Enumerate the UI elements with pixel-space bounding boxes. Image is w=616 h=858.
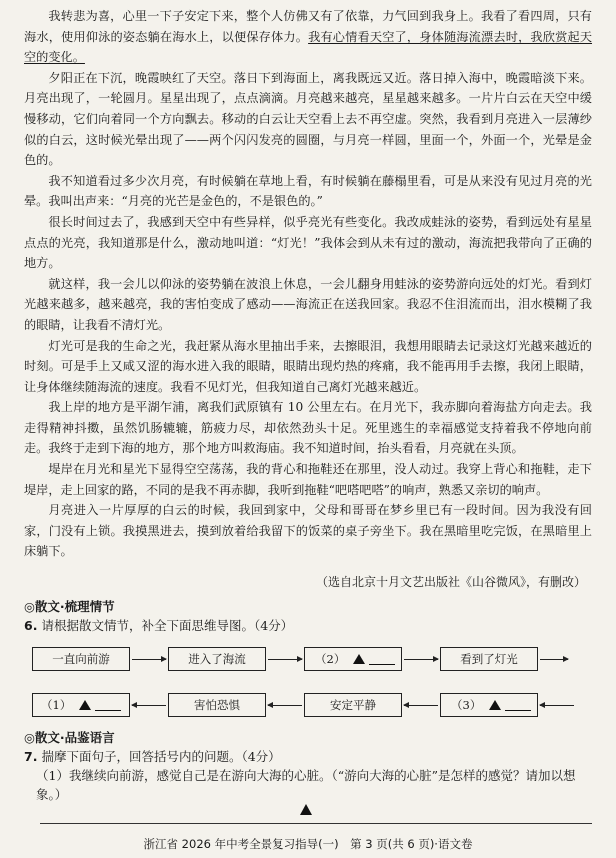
paragraph-5: 就这样，我一会儿以仰泳的姿势躺在波浪上休息，一会儿翻身用蛙泳的姿势游向远处的灯光。看到灯光越来越多，越来越亮，我的害怕变成了感动——海流正在送我回家。我忍不住泪流而出，泪水模糊了我的眼睛，让我看不清灯光。	[24, 276, 592, 332]
arrow-right	[132, 659, 166, 660]
map-node-r2-2: 害怕恐惧	[168, 693, 266, 717]
map-node-r1-4: 看到了灯光	[440, 647, 538, 671]
question-6	[24, 616, 592, 635]
source-citation: （选自北京十月文艺出版社《山谷微风》，有删改）	[315, 575, 586, 590]
question-text: 请根据散文情节，补全下面思维导图。（4分）	[41, 618, 294, 634]
arrow-left	[540, 705, 574, 706]
map-node-r1-3-blank[interactable]: （2）	[304, 647, 402, 671]
section-heading-plot: ◎散文·梳理情节	[24, 599, 115, 615]
section-heading-language: ◎散文·品鉴语言	[24, 730, 115, 746]
answer-marker-icon	[300, 804, 312, 815]
underlined-sentence: 我有心情看天空了，身体随海流漂去时，我欣赏起天空的变化。	[24, 29, 593, 65]
question-number: 6.	[24, 618, 38, 634]
map-node-r2-3: 安定平静	[304, 693, 402, 717]
paragraph-1	[24, 6, 592, 68]
paragraph-3: 我不知道看过多少次月亮，有时候躺在草地上看，有时候躺在藤榻里看，可是从来没有见过月亮的光晕。我叫出声来：“月亮的光芒是金色的，不是银色的。”	[24, 173, 592, 209]
arrow-right	[268, 659, 302, 660]
answer-marker-icon	[79, 700, 91, 710]
paragraph-7: 我上岸的地方是平湖乍浦，离我们武原镇有 10 公里左右。在月光下，我赤脚向着海盐方向走去。我走得精神抖擞，虽然饥肠辘辘，筋疲力尽，却依然劲头十足。死里逃生的幸福感觉支持着我不停地向前走。我终于走到下海的地方，那个地方叫救海庙。我不知道时间，抬头看看，月亮就在头顶。	[24, 400, 592, 456]
page-footer: 浙江省 2026 年中考全景复习指导(一) 第 3 页(共 6 页)·语文卷	[143, 837, 473, 851]
question-7-1: （1）我继续向前游，感觉自己是在游向大海的心脏。（“游向大海的心脏”是怎样的感觉？请加以想象。）	[36, 768, 576, 803]
paragraph-6: 灯光可是我的生命之光，我赶紧从海水里抽出手来，去擦眼泪，我想用眼睛去记录这灯光越来越近的时刻。可是手上又咸又涩的海水进入我的眼睛，眼睛出现灼热的疼痛，我不能再用手去擦，我闭上眼睛，让身体继续随海流的速度。我看不见灯光，但我知道自己离灯光越来越近。	[24, 338, 592, 394]
arrow-left	[268, 705, 302, 706]
question-number: 7.	[24, 749, 38, 765]
map-node-r2-4-blank[interactable]: （3）	[440, 693, 538, 717]
question-text: 揣摩下面句子，回答括号内的问题。（4分）	[41, 749, 281, 765]
mind-map	[32, 641, 592, 723]
map-node-r1-2: 进入了海流	[168, 647, 266, 671]
paragraph-4: 很长时间过去了，我感到天空中有些异样，似乎亮光有些变化。我改成蛙泳的姿势，看到远处有星星点点的光亮，我知道那是什么，激动地叫道：“灯光！”我体会到从未有过的激动，海流把我带向了正确的地方。	[24, 214, 592, 271]
paragraph-8: 堤岸在月光和星光下显得空空荡荡，我的背心和拖鞋还在那里，没人动过。我穿上背心和拖鞋，走下堤岸，走上回家的路，不同的是我不再赤脚，我听到拖鞋“吧嗒吧嗒”的响声，熟悉又亲切的响声。	[24, 462, 592, 497]
answer-marker-icon	[353, 654, 365, 664]
answer-line[interactable]	[40, 823, 592, 824]
arrow-left	[404, 705, 438, 706]
spacer	[570, 647, 592, 671]
arrow-right	[404, 659, 438, 660]
paragraph-text: 我转悲为喜，心里一下子安定下来，整个人仿佛又有了依靠，力气回到我身上。我看了看四周，只有海水，使用仰泳的姿态躺在海水上，以便保存体力。	[24, 9, 592, 44]
question-7	[24, 747, 592, 766]
arrow-right	[540, 659, 568, 660]
map-node-r2-1-blank[interactable]: （1）	[32, 693, 130, 717]
paragraph-2: 夕阳正在下沉，晚霞映红了天空。落日下到海面上，离我既远又近。落日掉入海中，晚霞暗淡下来。月亮出现了，一轮圆月。星星出现了，点点滴滴。月亮越来越亮，星星越来越多。一片片白云在天空中缓慢移动，它们向着同一个方向飘去。移动的白云让天空看上去不再空虚。突然，我看到月亮进入一层薄纱似的白云，这时候光晕出现了——两个闪闪发亮的圆圈，与月亮一样圆，里面一个，外面一个，光晕是金色的。	[24, 70, 592, 168]
paragraph-9: 月亮进入一片厚厚的白云的时候，我回到家中，父母和哥哥在梦乡里已有一段时间。因为我没有回家，门没有上锁。我摸黑进去，摸到放着给我留下的饭菜的桌子旁坐下。我在黑暗里吃完饭，在黑暗里上床躺下。	[24, 503, 592, 559]
map-node-r1-1: 一直向前游	[32, 647, 130, 671]
arrow-left	[132, 705, 166, 706]
answer-marker-icon	[489, 700, 501, 710]
